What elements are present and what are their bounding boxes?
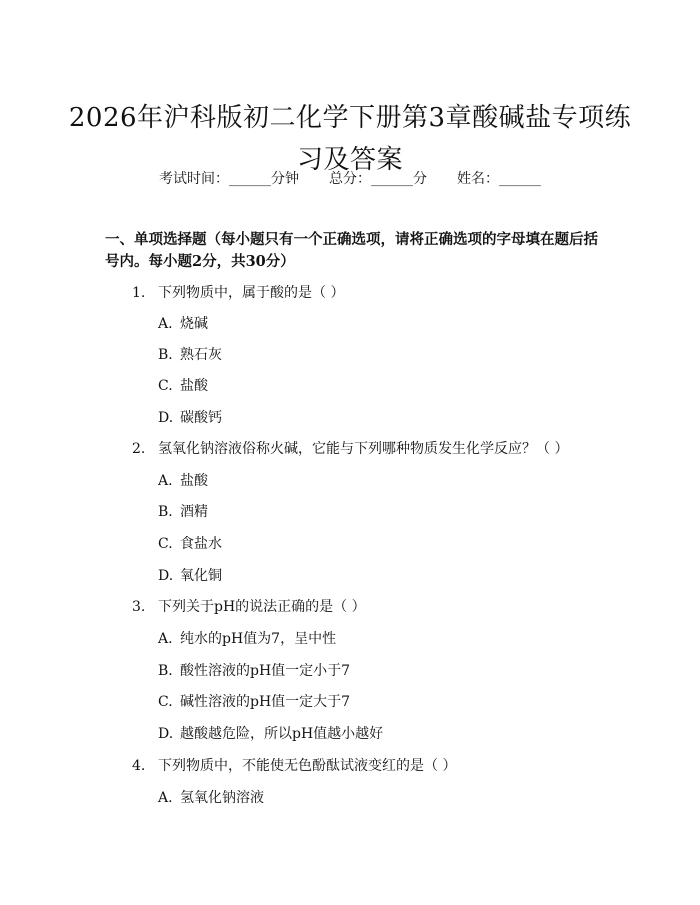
option-letter: C. <box>158 536 173 552</box>
question-1 <box>132 283 612 303</box>
option-letter: B. <box>158 504 173 520</box>
option-letter: D. <box>158 410 174 426</box>
option-letter: D. <box>158 568 174 584</box>
option-text: 酒精 <box>180 504 208 520</box>
option-2-b <box>158 502 208 522</box>
option-3-d <box>158 724 383 744</box>
question-number: 2. <box>132 441 146 457</box>
option-text: 食盐水 <box>180 536 222 552</box>
option-4-a <box>158 788 264 808</box>
option-text: 熟石灰 <box>180 347 222 363</box>
option-letter: A. <box>158 790 173 806</box>
section-heading: 一、单项选择题（每小题只有一个正确选项，请将正确选项的字母填在题后括号内。每小题2分，共30分） <box>105 231 598 270</box>
option-2-a <box>158 471 208 491</box>
option-letter: D. <box>158 726 174 742</box>
option-1-b <box>158 345 222 365</box>
option-3-b <box>158 661 350 681</box>
exam-time-field: 考试时间：______分钟 <box>159 171 299 187</box>
option-letter: A. <box>158 473 173 489</box>
question-text: 下列物质中，属于酸的是（ ） <box>158 285 345 301</box>
option-text: 碳酸钙 <box>180 410 222 426</box>
option-letter: C. <box>158 694 173 710</box>
option-3-a <box>158 629 336 649</box>
option-text: 纯水的pH值为7，呈中性 <box>180 631 337 647</box>
option-letter: B. <box>158 347 173 363</box>
option-letter: C. <box>158 378 173 394</box>
question-number: 1. <box>132 285 146 301</box>
option-text: 盐酸 <box>180 473 208 489</box>
option-1-d <box>158 408 222 428</box>
option-text: 碱性溶液的pH值一定大于7 <box>180 694 351 710</box>
question-text: 下列关于pH的说法正确的是（ ） <box>158 599 366 615</box>
option-text: 酸性溶液的pH值一定小于7 <box>180 663 351 679</box>
option-letter: B. <box>158 663 173 679</box>
option-1-a <box>158 314 208 334</box>
document-title: 2026年沪科版初二化学下册第3章酸碱盐专项练习及答案 <box>68 103 632 176</box>
option-text: 烧碱 <box>180 316 208 332</box>
question-number: 3. <box>132 599 146 615</box>
option-3-c <box>158 692 350 712</box>
question-text: 氢氧化钠溶液俗称火碱，它能与下列哪种物质发生化学反应？（ ） <box>158 441 569 457</box>
question-4 <box>132 756 612 776</box>
exam-info-row <box>0 168 700 188</box>
option-1-c <box>158 376 208 396</box>
total-score-field: 总分：______分 <box>329 171 427 187</box>
question-number: 4. <box>132 758 146 774</box>
option-text: 盐酸 <box>180 378 208 394</box>
student-name-field: 姓名：______ <box>457 171 541 187</box>
option-text: 氢氧化钠溶液 <box>180 790 264 806</box>
option-text: 氧化铜 <box>180 568 222 584</box>
question-text: 下列物质中，不能使无色酚酞试液变红的是（ ） <box>158 758 457 774</box>
question-3 <box>132 597 612 617</box>
option-2-d <box>158 566 222 586</box>
option-letter: A. <box>158 316 173 332</box>
option-text: 越酸越危险，所以pH值越小越好 <box>180 726 384 742</box>
option-2-c <box>158 534 222 554</box>
question-2 <box>132 439 612 459</box>
option-letter: A. <box>158 631 173 647</box>
